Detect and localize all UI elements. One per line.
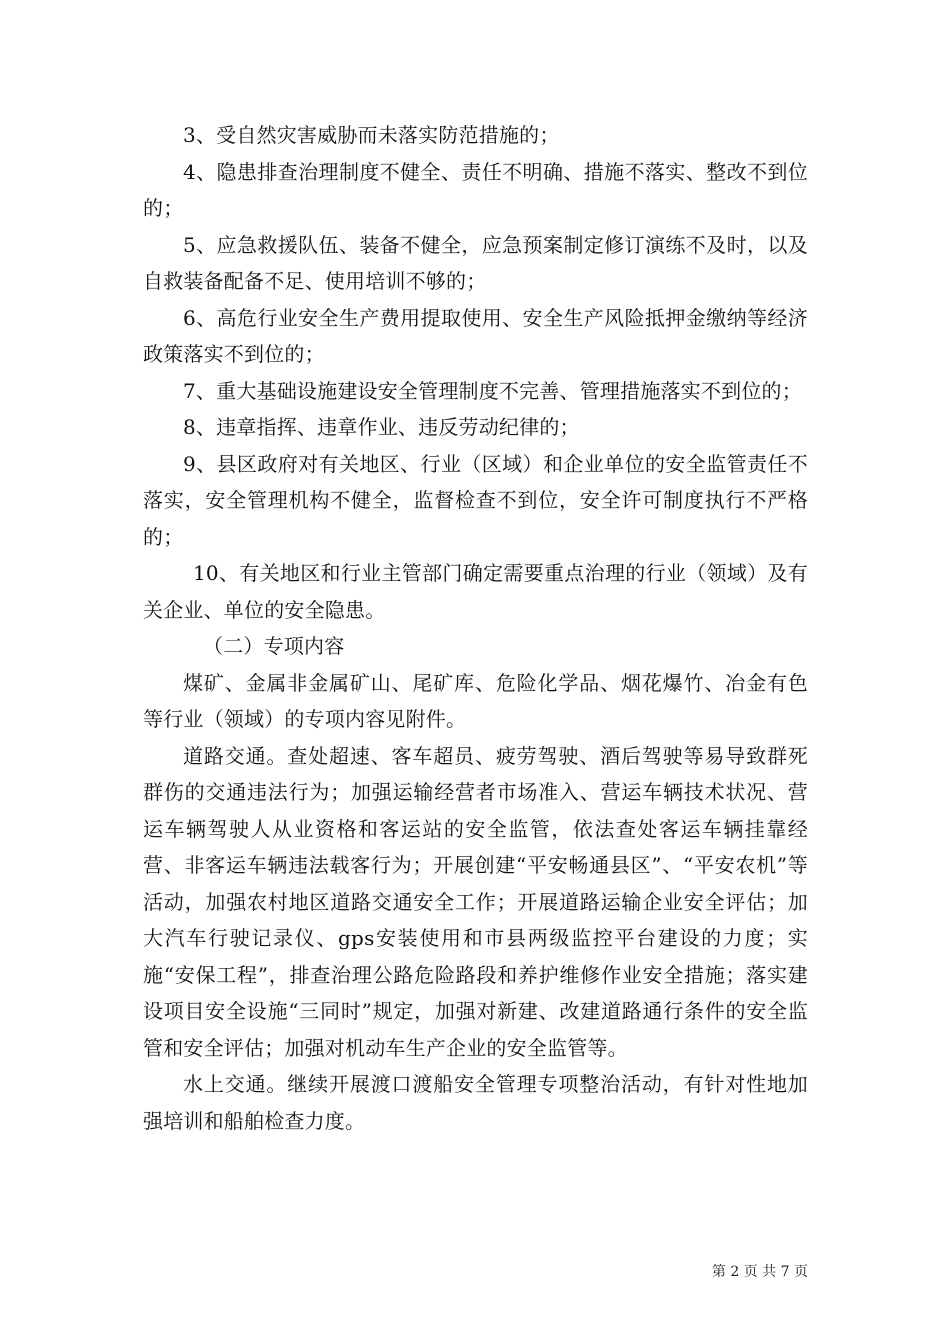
- paragraph-industries: 煤矿、金属非金属矿山、尾矿库、危险化学品、烟花爆竹、冶金有色等行业（领域）的专项内容见附件。: [143, 670, 808, 731]
- paragraph-item-4: 4、隐患排查治理制度不健全、责任不明确、措施不落实、整改不到位的；: [143, 159, 808, 220]
- document-body: [143, 117, 808, 1139]
- paragraph-item-6: 6、高危行业安全生产费用提取使用、安全生产风险抵押金缴纳等经济政策落实不到位的；: [143, 305, 808, 366]
- paragraph-item-5: 5、应急救援队伍、装备不健全，应急预案制定修订演练不及时，以及自救装备配备不足、使用培训不够的；: [143, 232, 808, 293]
- paragraph-road-traffic: 道路交通。查处超速、客车超员、疲劳驾驶、酒后驾驶等易导致群死群伤的交通违法行为；加强运输经营者市场准入、营运车辆技术状况、营运车辆驾驶人从业资格和客运站的安全监管，依法查处客运车辆挂靠经营、非客运车辆违法载客行为；开展创建“平安畅通县区”、“平安农机”等活动，加强农村地区道路交通安全工作；开展道路运输企业安全评估；加大汽车行驶记录仪、gps安装使用和市县两级监控平台建设的力度；实施“安保工程”，排查治理公路危险路段和养护维修作业安全措施；落实建设项目安全设施“三同时”规定，加强对新建、改建道路通行条件的安全监管和安全评估；加强对机动车生产企业的安全监管等。: [143, 743, 808, 1060]
- paragraph-item-8: 8、违章指挥、违章作业、违反劳动纪律的；: [183, 415, 580, 439]
- section-heading-special-content: （二）专项内容: [203, 634, 345, 658]
- paragraph-water-traffic: 水上交通。继续开展渡口渡船安全管理专项整治活动，有针对性地加强培训和船舶检查力度。: [143, 1072, 808, 1133]
- paragraph-item-7: 7、重大基础设施建设安全管理制度不完善、管理措施落实不到位的；: [183, 378, 802, 403]
- paragraph-item-9: 9、县区政府对有关地区、行业（区域）和企业单位的安全监管责任不落实，安全管理机构不健全，监督检查不到位，安全许可制度执行不严格的；: [143, 451, 808, 549]
- page-footer: 第 2 页 共 7 页: [711, 1264, 808, 1280]
- paragraph-item-10: 10、有关地区和行业主管部门确定需要重点治理的行业（领域）及有关企业、单位的安全隐患。: [143, 561, 808, 622]
- paragraph-item-3: 3、受自然灾害威胁而未落实防范措施的；: [183, 123, 560, 147]
